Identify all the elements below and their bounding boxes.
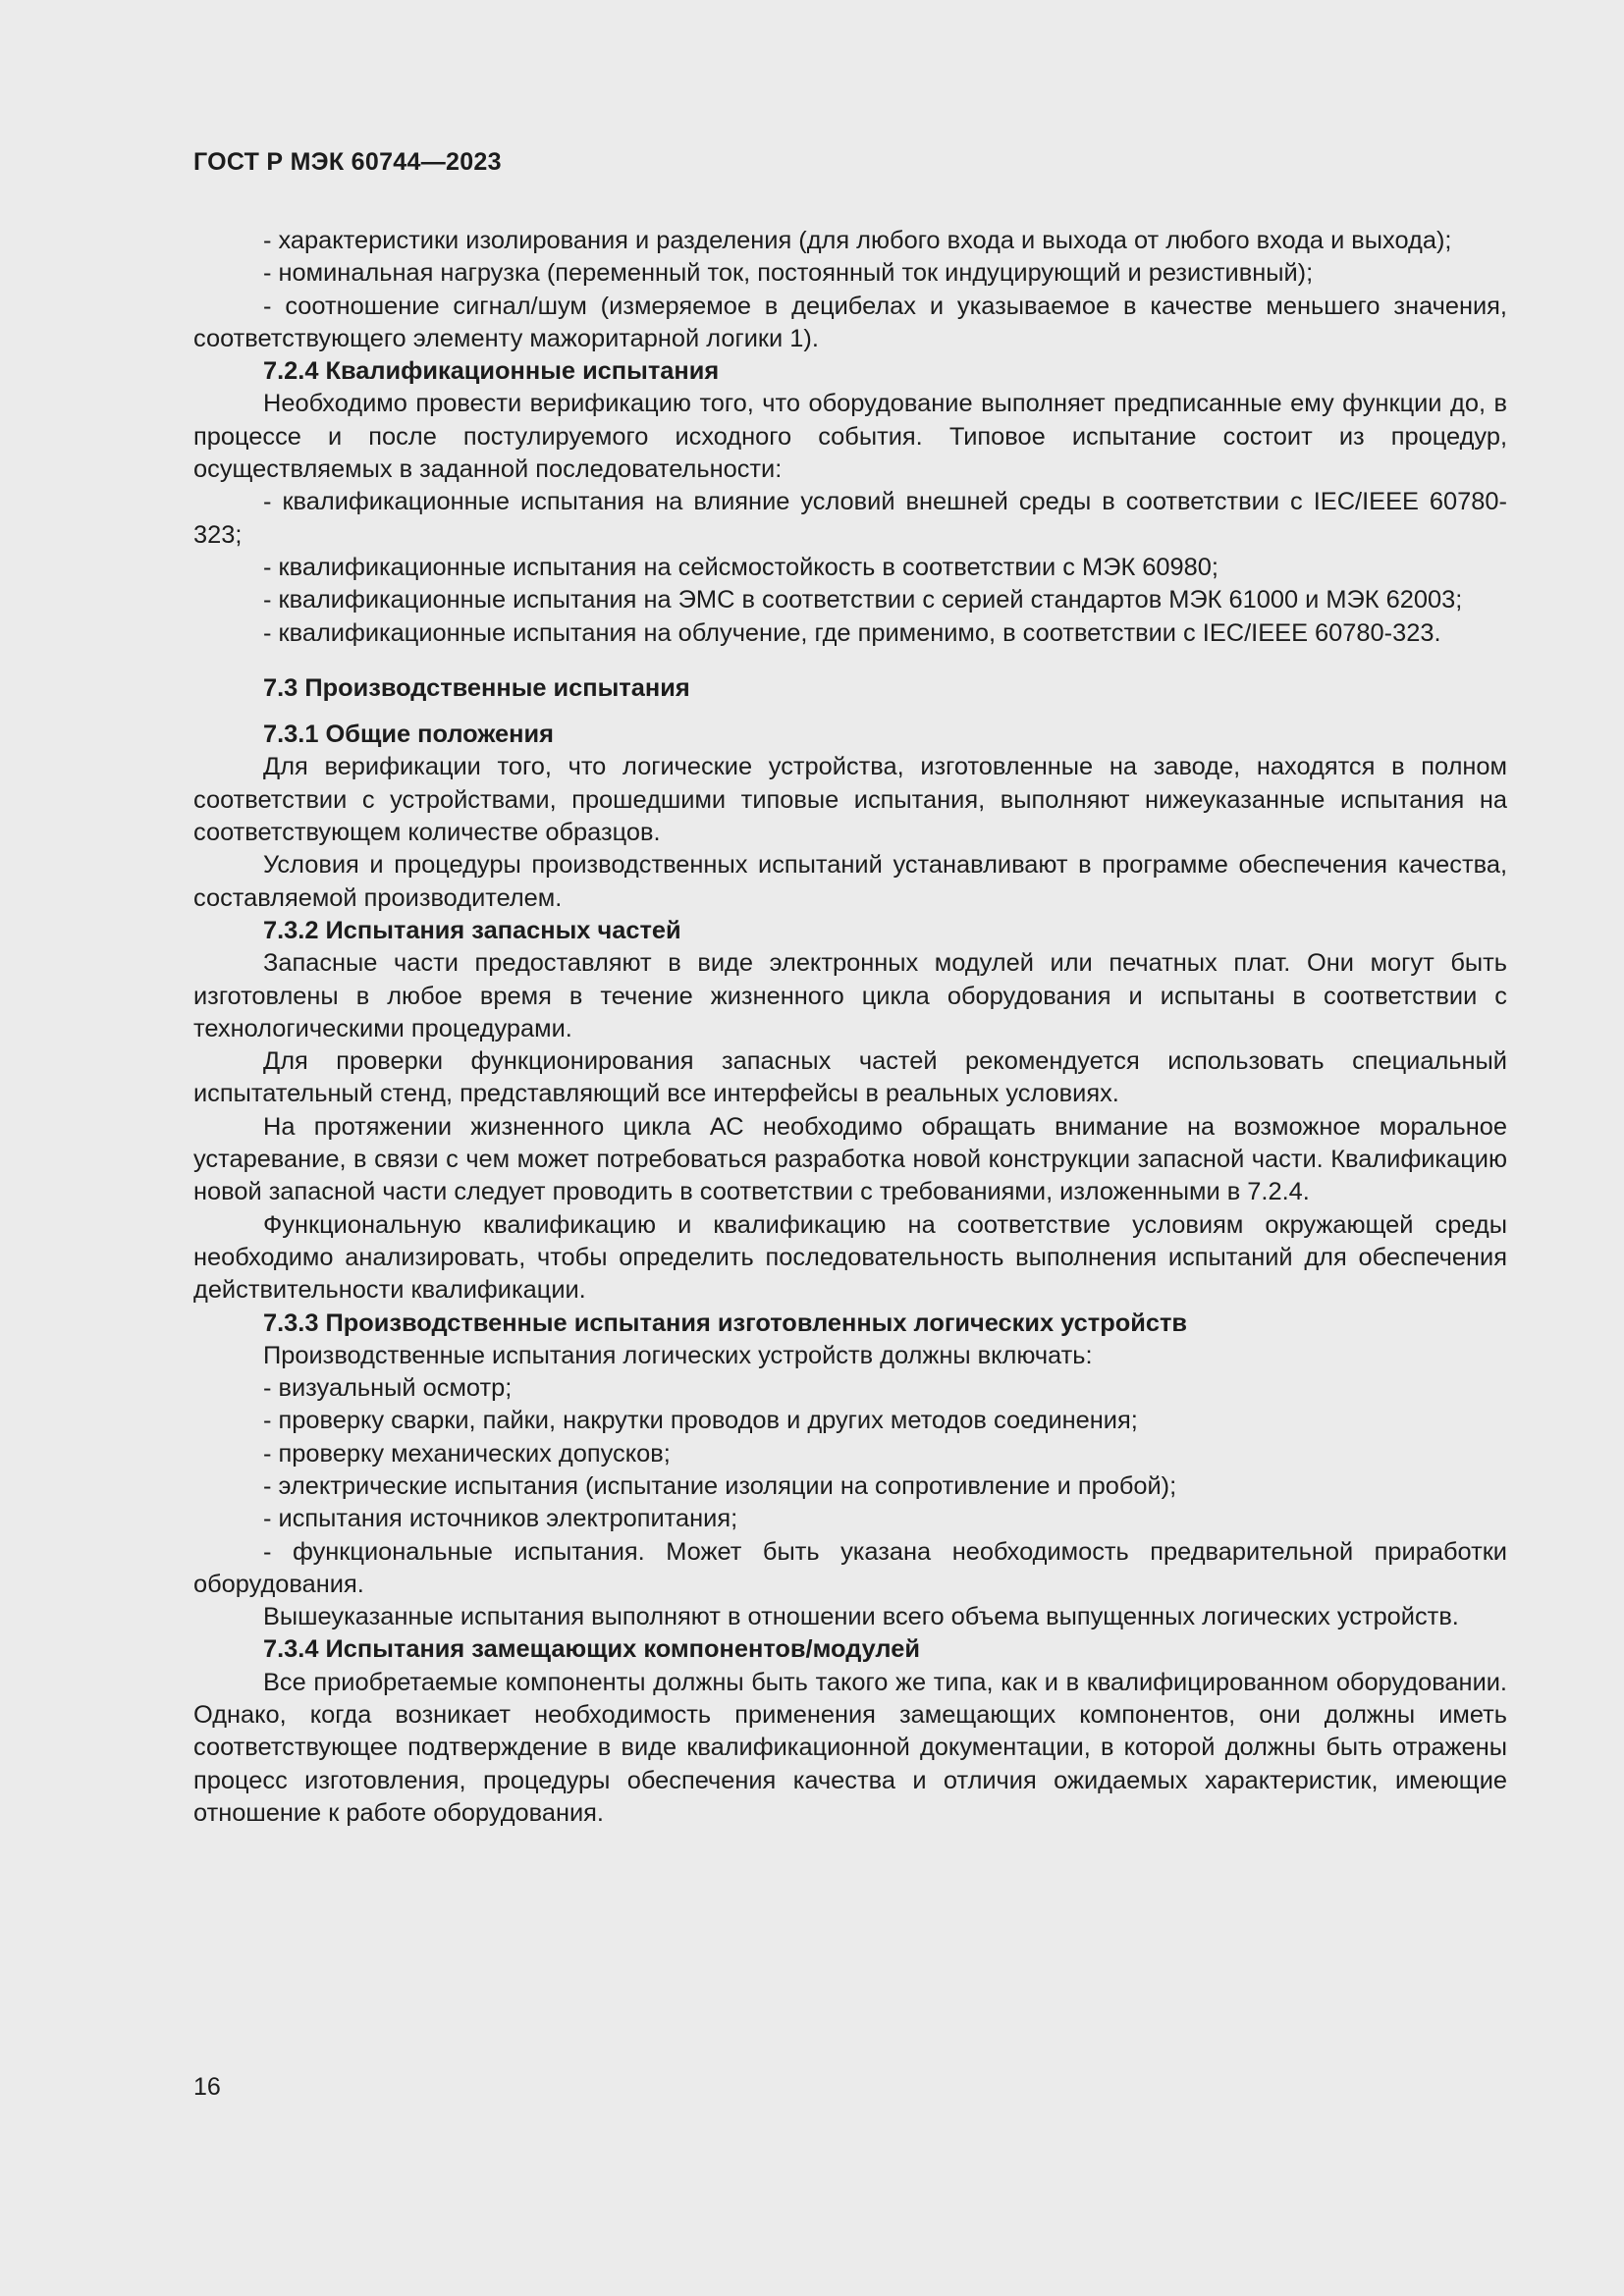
list-item: - электрические испытания (испытание изоляции на сопротивление и пробой); — [263, 1471, 1177, 1500]
paragraph: - характеристики изолирования и разделения (для любого входа и выхода от любого входа и выхода); — [263, 227, 1452, 254]
paragraph: - квалификационные испытания на облучение, где применимо, в соответствии с IEC/IEEE 60780-323. — [263, 618, 1441, 647]
paragraph: Для проверки функционирования запасных частей рекомендуется использовать специальный испытательный стенд, представляющий все интерфейсы в реальных условиях. — [193, 1047, 1507, 1108]
paragraph: Необходимо провести верификацию того, что оборудование выполняет предписанные ему функции до, в процессе и после постулируемого исходного события. Типовое испытание состоит из процедур, осуществляемых в заданной последовательности: — [193, 390, 1507, 484]
heading-7-3-1: 7.3.1 Общие положения — [263, 721, 554, 749]
heading-7-3-3: 7.3.3 Производственные испытания изготовленных логических устройств — [263, 1308, 1188, 1337]
paragraph: - соотношение сигнал/шум (измеряемое в децибелах и указываемое в качестве меньшего значения, соответствующего элементу мажоритарной логики 1). — [193, 292, 1507, 352]
paragraph: Запасные части предоставляют в виде электронных модулей или печатных плат. Они могут быть изготовлены в любое время в течение жизненного цикла оборудования и испытаны в соответствии с технологическими процедурами. — [193, 949, 1507, 1042]
list-item: - испытания источников электропитания; — [263, 1505, 738, 1533]
list-item: - функциональные испытания. Может быть указана необходимость предварительной приработки оборудования. — [193, 1537, 1507, 1598]
paragraph: - квалификационные испытания на сейсмостойкость в соответствии с МЭК 60980; — [263, 553, 1218, 581]
list-item: - визуальный осмотр; — [263, 1374, 513, 1403]
heading-7-3-4: 7.3.4 Испытания замещающих компонентов/модулей — [263, 1635, 920, 1664]
heading-7-3: 7.3 Производственные испытания — [263, 673, 690, 702]
paragraph: Все приобретаемые компоненты должны быть такого же типа, как и в квалифицированном оборудовании. Однако, когда возникает необходимость применения замещающих компонентов, они должны иметь соответствующее подтверждение в виде квалификационной документации, в которой должны быть отражены процесс изготовления, процедуры обеспечения качества и отличия ожидаемых характеристик, имеющие отношение к работе оборудования. — [193, 1668, 1507, 1827]
paragraph: Функциональную квалификацию и квалификацию на соответствие условиям окружающей среды необходимо анализировать, чтобы определить последовательность выполнения испытаний для обеспечения действительности квалификации. — [193, 1210, 1507, 1305]
paragraph: - квалификационные испытания на влияние условий внешней среды в соответствии с IEC/IEEE 60780-323; — [193, 488, 1507, 549]
list-item: - проверку сварки, пайки, накрутки проводов и других методов соединения; — [263, 1407, 1138, 1435]
document-header: ГОСТ Р МЭК 60744—2023 — [193, 148, 502, 176]
heading-7-2-4: 7.2.4 Квалификационные испытания — [263, 357, 720, 386]
paragraph: Вышеуказанные испытания выполняют в отношении всего объема выпущенных логических устройств. — [263, 1603, 1459, 1631]
paragraph: - номинальная нагрузка (переменный ток, постоянный ток индуцирующий и резистивный); — [263, 259, 1314, 288]
paragraph: На протяжении жизненного цикла АС необходимо обращать внимание на возможное моральное устаревание, в связи с чем может потребоваться разработка новой конструкции запасной части. Квалификацию новой запасной части следует проводить в соответствии с требованиями, изложенными в 7.2.4. — [193, 1112, 1507, 1206]
document-body — [193, 225, 1507, 1830]
paragraph: Условия и процедуры производственных испытаний устанавливают в программе обеспечения качества, составляемой производителем. — [193, 851, 1507, 912]
paragraph: Производственные испытания логических устройств должны включать: — [263, 1341, 1093, 1369]
list-item: - проверку механических допусков; — [263, 1439, 671, 1468]
heading-7-3-2: 7.3.2 Испытания запасных частей — [263, 916, 681, 944]
paragraph: Для верификации того, что логические устройства, изготовленные на заводе, находятся в полном соответствии с устройствами, прошедшими типовые испытания, выполняют нижеуказанные испытания на соответствующем количестве образцов. — [193, 753, 1507, 847]
paragraph: - квалификационные испытания на ЭМС в соответствии с серией стандартов МЭК 61000 и МЭК 62003; — [263, 586, 1463, 614]
page-number: 16 — [193, 2073, 221, 2101]
